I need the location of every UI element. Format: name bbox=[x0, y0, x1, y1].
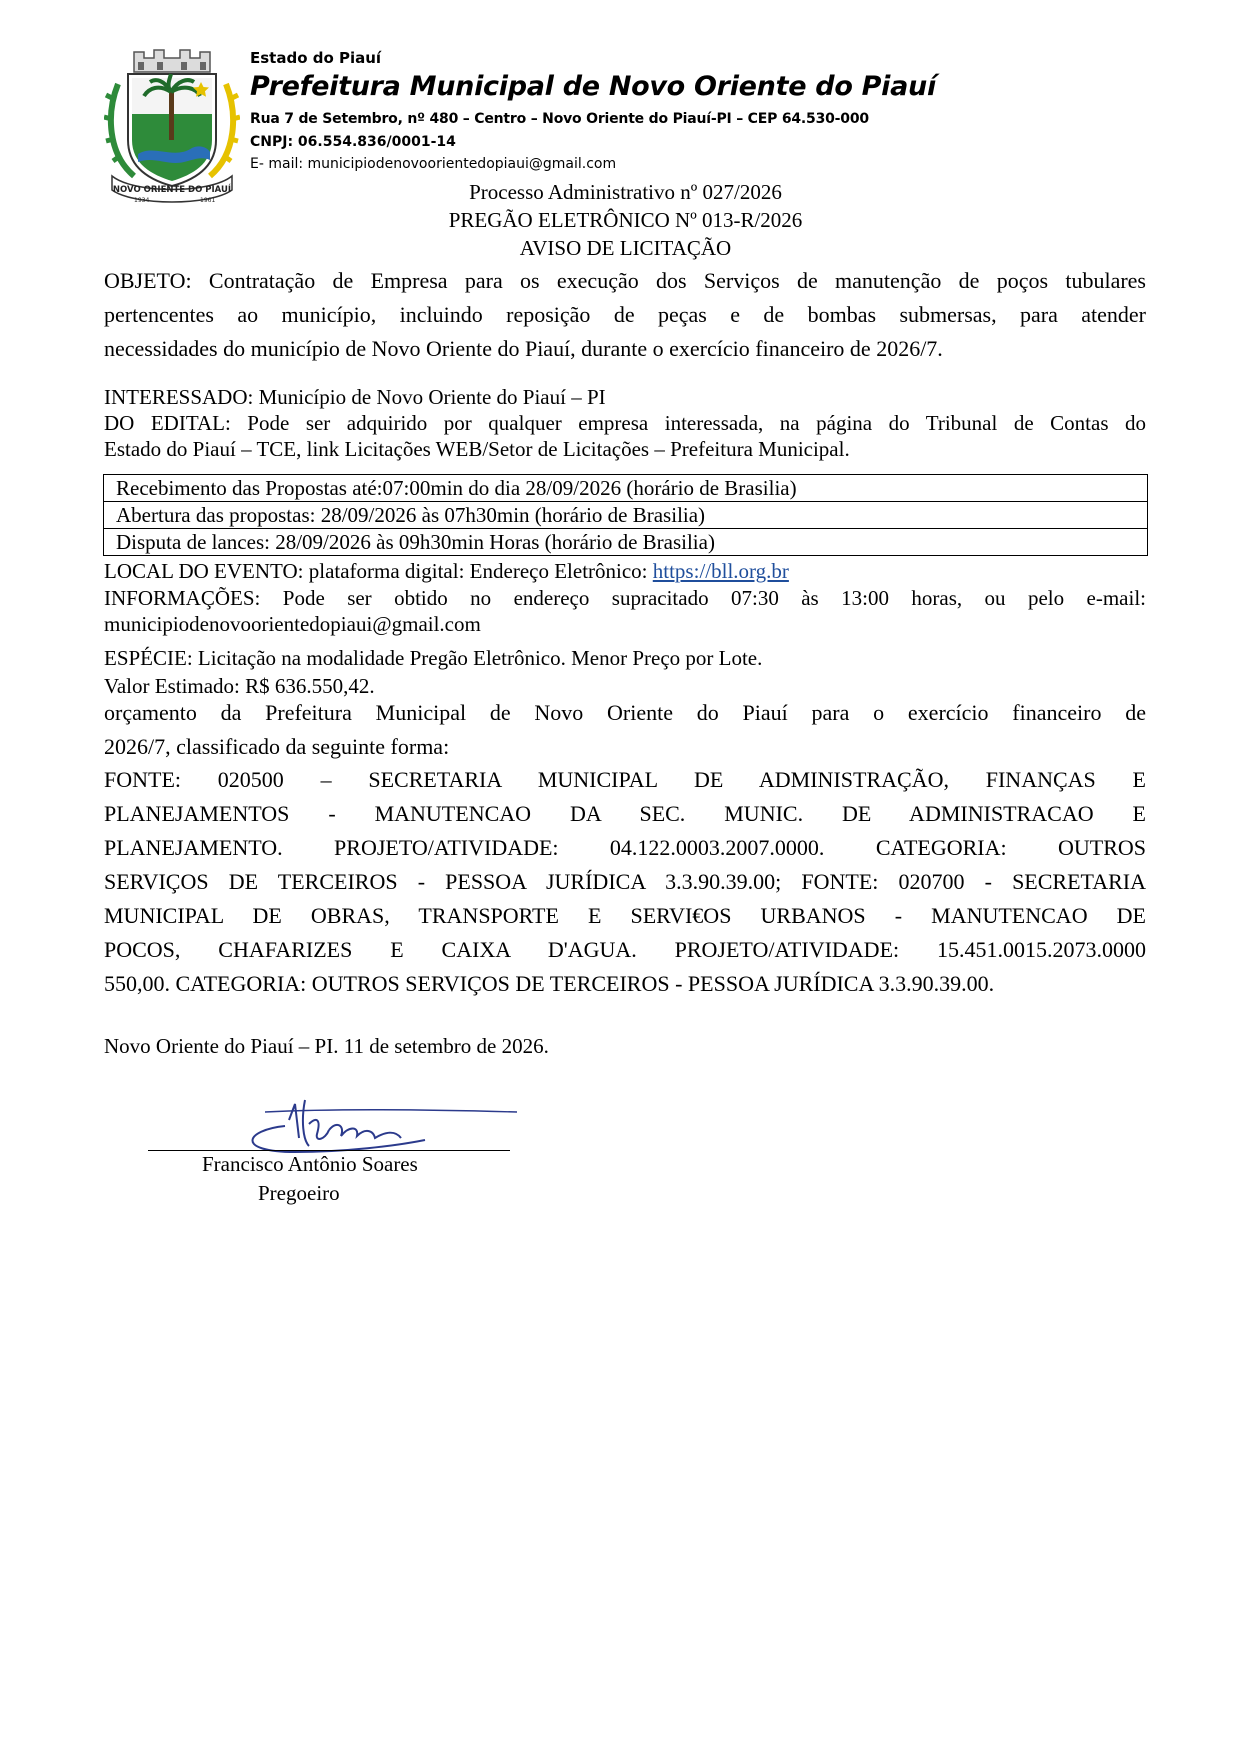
pregao-number: PREGÃO ELETRÔNICO Nº 013-R/2026 bbox=[448, 208, 803, 232]
especie: ESPÉCIE: Licitação na modalidade Pregão Eletrônico. Menor Preço por Lote. bbox=[104, 646, 763, 670]
crest-banner-text: NOVO ORIENTE DO PIAUÍ bbox=[112, 185, 232, 195]
objeto-line: necessidades do município de Novo Oriente do Piauí, durante o exercício financeiro de 2026/7. bbox=[104, 336, 943, 361]
schedule-table bbox=[103, 474, 1148, 556]
table-row bbox=[104, 529, 1148, 556]
header-cnpj: CNPJ: 06.554.836/0001-14 bbox=[250, 134, 456, 150]
objeto-paragraph bbox=[104, 264, 1146, 366]
schedule-cell: Recebimento das Propostas até:07:00min do dia 28/09/2026 (horário de Brasilia) bbox=[104, 475, 1148, 502]
table-row bbox=[104, 475, 1148, 502]
header-prefeitura: Prefeitura Municipal de Novo Oriente do Piauí bbox=[250, 71, 936, 102]
header-state: Estado do Piauí bbox=[250, 49, 382, 67]
schedule-cell: Abertura das propostas: 28/09/2026 às 07h30min (horário de Brasilia) bbox=[104, 502, 1148, 529]
table-row bbox=[104, 502, 1148, 529]
fonte-paragraph bbox=[104, 763, 1146, 1001]
edital-paragraph bbox=[104, 410, 1146, 462]
informacoes-line: municipiodenovoorientedopiaui@gmail.com bbox=[104, 612, 481, 636]
fonte-line: POCOS, CHAFARIZES E CAIXA D'AGUA. PROJETO/ATIVIDADE: 15.451.0015.2073.0000 bbox=[104, 937, 1146, 962]
informacoes-line: INFORMAÇÕES: Pode ser obtido no endereço supracitado 07:30 às 13:00 horas, ou pelo e-mail: bbox=[104, 586, 1146, 610]
schedule-cell: Disputa de lances: 28/09/2026 às 09h30min Horas (horário de Brasilia) bbox=[104, 529, 1148, 556]
process-number: Processo Administrativo nº 027/2026 bbox=[469, 180, 782, 204]
bll-link[interactable]: https://bll.org.br bbox=[652, 559, 789, 583]
interessado: INTERESSADO: Município de Novo Oriente do Piauí – PI bbox=[104, 385, 606, 409]
signer-name: Francisco Antônio Soares bbox=[202, 1152, 418, 1176]
local-label: LOCAL DO EVENTO: plataforma digital: Endereço Eletrônico: bbox=[104, 559, 653, 583]
valor-estimado: Valor Estimado: R$ 636.550,42. bbox=[104, 674, 375, 698]
objeto-line: pertencentes ao município, incluindo reposição de peças e de bombas submersas, para atender bbox=[104, 302, 1146, 327]
edital-line: Estado do Piauí – TCE, link Licitações WEB/Setor de Licitações – Prefeitura Municipal. bbox=[104, 437, 850, 461]
header-email: E- mail: municipiodenovoorientedopiaui@gmail.com bbox=[250, 156, 617, 172]
fonte-line: FONTE: 020500 – SECRETARIA MUNICIPAL DE ADMINISTRAÇÃO, FINANÇAS E bbox=[104, 767, 1146, 792]
fonte-line: PLANEJAMENTO. PROJETO/ATIVIDADE: 04.122.0003.2007.0000. CATEGORIA: OUTROS bbox=[104, 835, 1146, 860]
crest-year-right: 1961 bbox=[200, 197, 216, 204]
fonte-line: MUNICIPAL DE OBRAS, TRANSPORTE E SERVI€OS URBANOS - MANUTENCAO DE bbox=[104, 903, 1146, 928]
date-line: Novo Oriente do Piauí – PI. 11 de setembro de 2026. bbox=[104, 1034, 549, 1058]
local-evento bbox=[104, 558, 789, 584]
crest-year-left: 1934 bbox=[134, 197, 150, 204]
orcamento-line: orçamento da Prefeitura Municipal de Novo Oriente do Piauí para o exercício financeiro de bbox=[104, 700, 1146, 725]
fonte-line: 550,00. CATEGORIA: OUTROS SERVIÇOS DE TERCEIROS - PESSOA JURÍDICA 3.3.90.39.00. bbox=[104, 971, 995, 996]
signer-role: Pregoeiro bbox=[258, 1181, 340, 1205]
orcamento-paragraph bbox=[104, 696, 1146, 764]
notice-title: AVISO DE LICITAÇÃO bbox=[519, 236, 732, 260]
fonte-line: PLANEJAMENTOS - MANUTENCAO DA SEC. MUNIC. DE ADMINISTRACAO E bbox=[104, 801, 1146, 826]
header-address: Rua 7 de Setembro, nº 480 – Centro – Novo Oriente do Piauí-PI – CEP 64.530-000 bbox=[250, 111, 869, 127]
edital-line: DO EDITAL: Pode ser adquirido por qualquer empresa interessada, na página do Tribunal de Contas do bbox=[104, 411, 1146, 435]
orcamento-line: 2026/7, classificado da seguinte forma: bbox=[104, 734, 450, 759]
informacoes-paragraph bbox=[104, 585, 1146, 637]
objeto-line: OBJETO: Contratação de Empresa para os execução dos Serviços de manutenção de poços tubulares bbox=[104, 268, 1146, 293]
fonte-line: SERVIÇOS DE TERCEIROS - PESSOA JURÍDICA 3.3.90.39.00; FONTE: 020700 - SECRETARIA bbox=[104, 869, 1146, 894]
